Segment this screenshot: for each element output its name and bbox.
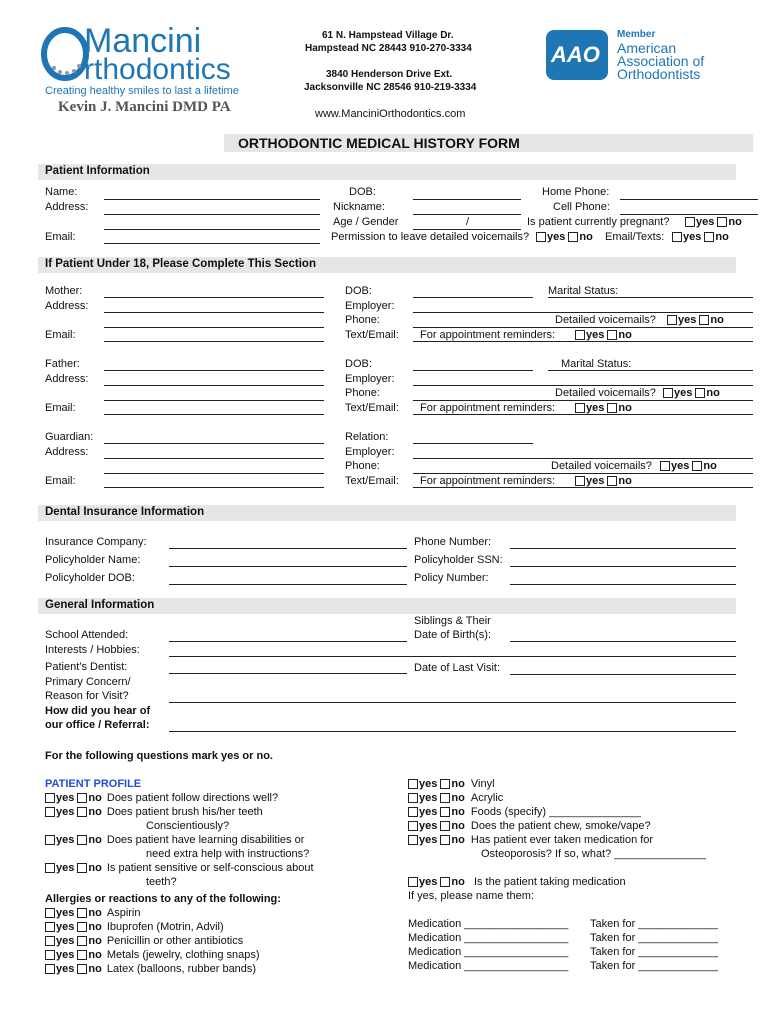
allergy-text: Ibuprofen (Motrin, Advil) xyxy=(106,921,224,933)
patient-email-label: Email: xyxy=(45,231,76,243)
father-dob-field[interactable] xyxy=(413,370,533,371)
guardian-phone-label: Phone: xyxy=(345,460,380,472)
profile-question-cont: Conscientiously? xyxy=(146,820,230,832)
father-marital-field[interactable] xyxy=(548,370,753,371)
mother-rem-yes-checkbox[interactable] xyxy=(575,330,585,340)
guardian-name-field[interactable] xyxy=(104,443,324,444)
father-rem-yes-checkbox[interactable] xyxy=(575,403,585,413)
right-question-text: Foods (specify) _______________ xyxy=(470,806,641,818)
profile-q2-yes-checkbox[interactable] xyxy=(45,835,55,845)
father-address-field[interactable] xyxy=(104,385,324,386)
profile-question: yes no Does patient brush his/her teeth xyxy=(45,806,263,818)
mother-marital-label: Marital Status: xyxy=(548,285,619,297)
mother-reminders-label: For appointment reminders: xyxy=(420,329,556,341)
medication-follow: If yes, please name them: xyxy=(408,890,534,902)
profile-question: yes no Does patient follow directions well? xyxy=(45,792,278,804)
guardian-relation-label: Relation: xyxy=(345,431,389,443)
mother-vm-no-checkbox[interactable] xyxy=(699,315,709,325)
father-vm-yes-checkbox[interactable] xyxy=(663,388,673,398)
voicemail-permission-label: Permission to leave detailed voicemails? xyxy=(331,231,530,243)
profile-question-text: Is patient sensitive or self-conscious about xyxy=(106,862,314,874)
profile-q0-yes-checkbox[interactable] xyxy=(45,793,55,803)
guardian-email-field[interactable] xyxy=(104,487,324,488)
o-logo-icon xyxy=(40,26,90,82)
father-phone-label: Phone: xyxy=(345,387,380,399)
guardian-text-email-label: Text/Email: xyxy=(345,475,399,487)
patient-age-gender-field[interactable] xyxy=(413,229,521,230)
allergy2-no-checkbox[interactable] xyxy=(77,936,87,946)
patient-name-label: Name: xyxy=(45,186,78,198)
voicemail-yes-checkbox[interactable] xyxy=(536,232,546,242)
voicemail-no-checkbox[interactable] xyxy=(568,232,578,242)
concern-label-2: Reason for Visit? xyxy=(45,690,129,702)
patient-email-field[interactable] xyxy=(104,243,320,244)
profile-q0-no-checkbox[interactable] xyxy=(77,793,87,803)
mother-label: Mother: xyxy=(45,285,83,297)
email-texts-yes-checkbox[interactable] xyxy=(672,232,682,242)
guardian-voicemail-options: yes no xyxy=(660,460,717,472)
policyholder-ssn-label: Policyholder SSN: xyxy=(414,554,503,566)
father-address-label: Address: xyxy=(45,373,89,385)
mother-voicemail-options: yes no xyxy=(667,314,724,326)
father-voicemail-options: yes no xyxy=(663,387,720,399)
insurance-phone-label: Phone Number: xyxy=(414,536,492,548)
patient-nickname-label: Nickname: xyxy=(333,201,385,213)
guardian-text-email-field[interactable] xyxy=(413,487,753,488)
referral-label-1: How did you hear of xyxy=(45,705,151,717)
allergy3-yes-checkbox[interactable] xyxy=(45,950,55,960)
siblings-field[interactable] xyxy=(510,641,736,642)
right-q4-yes-checkbox[interactable] xyxy=(408,835,418,845)
patient-name-field[interactable] xyxy=(104,199,320,200)
guardian-phone-field[interactable] xyxy=(413,473,753,474)
medication-question: yes no Is the patient taking medication xyxy=(408,876,626,888)
insurance-company-label: Insurance Company: xyxy=(45,536,147,548)
allergies-title: Allergies or reactions to any of the following: xyxy=(45,893,281,905)
home-phone-field[interactable] xyxy=(620,199,758,200)
concern-label-1: Primary Concern/ xyxy=(45,676,131,688)
profile-question-text: Does patient follow directions well? xyxy=(106,792,279,804)
pregnant-label: Is patient currently pregnant? xyxy=(527,216,670,228)
logo-tagline: Creating healthy smiles to last a lifetime xyxy=(45,85,239,97)
guardian-relation-field[interactable] xyxy=(413,443,533,444)
patient-nickname-field[interactable] xyxy=(413,214,521,215)
address-line3: 3840 Henderson Drive Ext. xyxy=(326,69,453,80)
website-link[interactable]: www.ManciniOrthodontics.com xyxy=(315,108,466,120)
allergy3-no-checkbox[interactable] xyxy=(77,950,87,960)
aao-line3: Orthodontists xyxy=(617,66,701,82)
father-label: Father: xyxy=(45,358,80,370)
policyholder-dob-field[interactable] xyxy=(169,584,407,585)
guardian-vm-yes-checkbox[interactable] xyxy=(660,461,670,471)
right-question: yes no Acrylic xyxy=(408,792,503,804)
allergy-text: Aspirin xyxy=(106,907,141,919)
policyholder-ssn-field[interactable] xyxy=(510,566,736,567)
email-texts-no-checkbox[interactable] xyxy=(704,232,714,242)
pregnant-no-checkbox[interactable] xyxy=(717,217,727,227)
address-line1: 61 N. Hampstead Village Dr. xyxy=(322,30,454,41)
address-line4: Jacksonville NC 28546 910-219-3334 xyxy=(304,82,477,93)
aao-line1: American xyxy=(617,40,677,56)
guardian-vm-no-checkbox[interactable] xyxy=(692,461,702,471)
right-q0-yes-checkbox[interactable] xyxy=(408,779,418,789)
medication-name-field[interactable]: Medication _________________ xyxy=(408,932,569,944)
allergy0-no-checkbox[interactable] xyxy=(77,908,87,918)
father-vm-no-checkbox[interactable] xyxy=(695,388,705,398)
father-text-email-field[interactable] xyxy=(413,414,753,415)
age-gender-slash: / xyxy=(466,216,470,228)
medication-taken-for-field[interactable]: Taken for _____________ xyxy=(590,946,718,958)
father-name-field[interactable] xyxy=(104,370,324,371)
right-q2-yes-checkbox[interactable] xyxy=(408,807,418,817)
mother-text-email-field[interactable] xyxy=(413,341,753,342)
email-texts-options: yes no xyxy=(672,231,729,243)
home-phone-label: Home Phone: xyxy=(542,186,610,198)
mother-text-email-label: Text/Email: xyxy=(345,329,399,341)
mother-employer-field[interactable] xyxy=(413,312,753,313)
profile-q2-no-checkbox[interactable] xyxy=(77,835,87,845)
profile-question: yes no Does patient have learning disabilities or xyxy=(45,834,304,846)
mother-address-field-2[interactable] xyxy=(104,327,324,328)
siblings-label-2: Date of Birth(s): xyxy=(414,629,492,641)
allergy4-yes-checkbox[interactable] xyxy=(45,964,55,974)
aao-badge: AAO xyxy=(546,30,608,80)
interests-field[interactable] xyxy=(169,656,736,657)
aao-member: Member xyxy=(617,29,656,40)
father-rem-no-checkbox[interactable] xyxy=(607,403,617,413)
allergy-text: Penicillin or other antibiotics xyxy=(106,935,244,947)
guardian-reminders-options: yes no xyxy=(575,475,632,487)
policy-number-label: Policy Number: xyxy=(414,572,489,584)
insurance-company-field[interactable] xyxy=(169,548,407,549)
questions-intro: For the following questions mark yes or no. xyxy=(45,750,273,762)
allergy-item: yes no Penicillin or other antibiotics xyxy=(45,935,243,947)
school-label: School Attended: xyxy=(45,629,129,641)
guardian-label: Guardian: xyxy=(45,431,94,443)
father-dob-label: DOB: xyxy=(345,358,372,370)
right-question-text: Does the patient chew, smoke/vape? xyxy=(470,820,651,832)
mother-reminders-options: yes no xyxy=(575,329,632,341)
email-texts-label: Email/Texts: xyxy=(605,231,665,243)
last-visit-field[interactable] xyxy=(510,674,736,675)
right-q0-no-checkbox[interactable] xyxy=(440,779,450,789)
dentist-label: Patient’s Dentist: xyxy=(45,661,128,673)
right-q4-no-checkbox[interactable] xyxy=(440,835,450,845)
form-title-bar xyxy=(224,134,753,152)
father-reminders-options: yes no xyxy=(575,402,632,414)
interests-label: Interests / Hobbies: xyxy=(45,644,140,656)
section-insurance: Dental Insurance Information xyxy=(38,505,736,521)
right-question-text: Has patient ever taken medication for xyxy=(470,834,654,846)
profile-q1-yes-checkbox[interactable] xyxy=(45,807,55,817)
right-question-text: Acrylic xyxy=(470,792,504,804)
insurance-phone-field[interactable] xyxy=(510,548,736,549)
medication-taken-for-field[interactable]: Taken for _____________ xyxy=(590,932,718,944)
referral-label-2: our office / Referral: xyxy=(45,719,150,731)
mother-voicemail-label: Detailed voicemails? xyxy=(555,314,656,326)
profile-question-cont: teeth? xyxy=(146,876,177,888)
patient-dob-field[interactable] xyxy=(413,199,521,200)
mother-marital-field[interactable] xyxy=(548,297,753,298)
medication-name-field[interactable]: Medication _________________ xyxy=(408,960,569,972)
logo-name-line2: rthodontics xyxy=(84,53,231,86)
father-address-field-2[interactable] xyxy=(104,400,324,401)
guardian-rem-yes-checkbox[interactable] xyxy=(575,476,585,486)
allergy-text: Latex (balloons, rubber bands) xyxy=(106,963,257,975)
profile-question-text: Does patient brush his/her teeth xyxy=(106,806,263,818)
last-visit-label: Date of Last Visit: xyxy=(414,662,501,674)
section-general: General Information xyxy=(38,598,736,614)
mother-phone-field[interactable] xyxy=(413,327,753,328)
voicemail-permission-options: yes no xyxy=(536,231,593,243)
right-q3-yes-checkbox[interactable] xyxy=(408,821,418,831)
guardian-voicemail-label: Detailed voicemails? xyxy=(551,460,652,472)
patient-dob-label: DOB: xyxy=(349,186,376,198)
allergy-item: yes no Aspirin xyxy=(45,907,141,919)
father-employer-field[interactable] xyxy=(413,385,753,386)
medication-name-field[interactable]: Medication _________________ xyxy=(408,918,569,930)
medication-no-checkbox[interactable] xyxy=(440,877,450,887)
allergy-text: Metals (jewelry, clothing snaps) xyxy=(106,949,260,961)
section-patient-info: Patient Information xyxy=(38,164,736,180)
mother-dob-field[interactable] xyxy=(413,297,533,298)
right-q2-no-checkbox[interactable] xyxy=(440,807,450,817)
mother-employer-label: Employer: xyxy=(345,300,395,312)
aao-line2: Association of xyxy=(617,53,705,69)
father-employer-label: Employer: xyxy=(345,373,395,385)
policyholder-dob-label: Policyholder DOB: xyxy=(45,572,135,584)
guardian-email-label: Email: xyxy=(45,475,76,487)
pregnant-options: yes no xyxy=(685,216,742,228)
medication-taken-for-field[interactable]: Taken for _____________ xyxy=(590,918,718,930)
right-q1-no-checkbox[interactable] xyxy=(440,793,450,803)
right-question-text: Vinyl xyxy=(470,778,495,790)
pregnant-yes-checkbox[interactable] xyxy=(685,217,695,227)
dentist-field[interactable] xyxy=(169,673,407,674)
policyholder-name-field[interactable] xyxy=(169,566,407,567)
profile-q3-no-checkbox[interactable] xyxy=(77,863,87,873)
right-question: yes no Vinyl xyxy=(408,778,495,790)
form-title: ORTHODONTIC MEDICAL HISTORY FORM xyxy=(238,135,520,151)
patient-address-field-2[interactable] xyxy=(104,229,320,230)
allergy1-yes-checkbox[interactable] xyxy=(45,922,55,932)
allergy-item: yes no Metals (jewelry, clothing snaps) xyxy=(45,949,260,961)
mother-address-field[interactable] xyxy=(104,312,324,313)
profile-question-text: Does patient have learning disabilities or xyxy=(106,834,305,846)
mother-name-field[interactable] xyxy=(104,297,324,298)
allergy2-yes-checkbox[interactable] xyxy=(45,936,55,946)
mother-address-label: Address: xyxy=(45,300,89,312)
medication-name-field[interactable]: Medication _________________ xyxy=(408,946,569,958)
cell-phone-field[interactable] xyxy=(620,214,758,215)
medication-yes-checkbox[interactable] xyxy=(408,877,418,887)
allergy4-no-checkbox[interactable] xyxy=(77,964,87,974)
guardian-reminders-label: For appointment reminders: xyxy=(420,475,556,487)
address-line2: Hampstead NC 28443 910-270-3334 xyxy=(305,43,472,54)
patient-address-label: Address: xyxy=(45,201,89,213)
allergy1-no-checkbox[interactable] xyxy=(77,922,87,932)
right-q3-no-checkbox[interactable] xyxy=(440,821,450,831)
right-question-cont: Osteoporosis? If so, what? _______________ xyxy=(481,848,707,860)
allergy0-yes-checkbox[interactable] xyxy=(45,908,55,918)
siblings-label-1: Siblings & Their xyxy=(414,615,491,627)
profile-question: yes no Is patient sensitive or self-conscious about xyxy=(45,862,314,874)
father-reminders-label: For appointment reminders: xyxy=(420,402,556,414)
profile-q1-no-checkbox[interactable] xyxy=(77,807,87,817)
policyholder-name-label: Policyholder Name: xyxy=(45,554,141,566)
profile-question-cont: need extra help with instructions? xyxy=(146,848,310,860)
allergy-item: yes no Latex (balloons, rubber bands) xyxy=(45,963,256,975)
right-question: yes no Does the patient chew, smoke/vape? xyxy=(408,820,651,832)
right-question: yes no Foods (specify) _______________ xyxy=(408,806,641,818)
patient-profile-title: PATIENT PROFILE xyxy=(45,778,142,790)
concern-field[interactable] xyxy=(169,702,736,703)
policy-number-field[interactable] xyxy=(510,584,736,585)
guardian-employer-label: Employer: xyxy=(345,446,395,458)
mother-vm-yes-checkbox[interactable] xyxy=(667,315,677,325)
father-email-label: Email: xyxy=(45,402,76,414)
mother-dob-label: DOB: xyxy=(345,285,372,297)
right-question: yes no Has patient ever taken medication for xyxy=(408,834,653,846)
medication-taken-for-field[interactable]: Taken for _____________ xyxy=(590,960,718,972)
referral-field[interactable] xyxy=(169,731,736,732)
guardian-address-field[interactable] xyxy=(104,458,324,459)
right-q1-yes-checkbox[interactable] xyxy=(408,793,418,803)
father-email-field[interactable] xyxy=(104,414,324,415)
mother-email-field[interactable] xyxy=(104,341,324,342)
guardian-address-field-2[interactable] xyxy=(104,473,324,474)
allergy-item: yes no Ibuprofen (Motrin, Advil) xyxy=(45,921,224,933)
doctor-name: Kevin J. Mancini DMD PA xyxy=(58,99,231,115)
patient-age-gender-label: Age / Gender xyxy=(333,216,399,228)
father-marital-label: Marital Status: xyxy=(561,358,632,370)
mother-phone-label: Phone: xyxy=(345,314,380,326)
school-field[interactable] xyxy=(169,641,407,642)
father-text-email-label: Text/Email: xyxy=(345,402,399,414)
mother-rem-no-checkbox[interactable] xyxy=(607,330,617,340)
section-under-18: If Patient Under 18, Please Complete This Section xyxy=(38,257,736,273)
guardian-address-label: Address: xyxy=(45,446,89,458)
father-phone-field[interactable] xyxy=(413,400,753,401)
mother-email-label: Email: xyxy=(45,329,76,341)
guardian-employer-field[interactable] xyxy=(413,458,753,459)
patient-address-field[interactable] xyxy=(104,214,320,215)
guardian-rem-no-checkbox[interactable] xyxy=(607,476,617,486)
logo-name-line1: Mancini xyxy=(84,22,202,60)
cell-phone-label: Cell Phone: xyxy=(553,201,610,213)
profile-q3-yes-checkbox[interactable] xyxy=(45,863,55,873)
father-voicemail-label: Detailed voicemails? xyxy=(555,387,656,399)
